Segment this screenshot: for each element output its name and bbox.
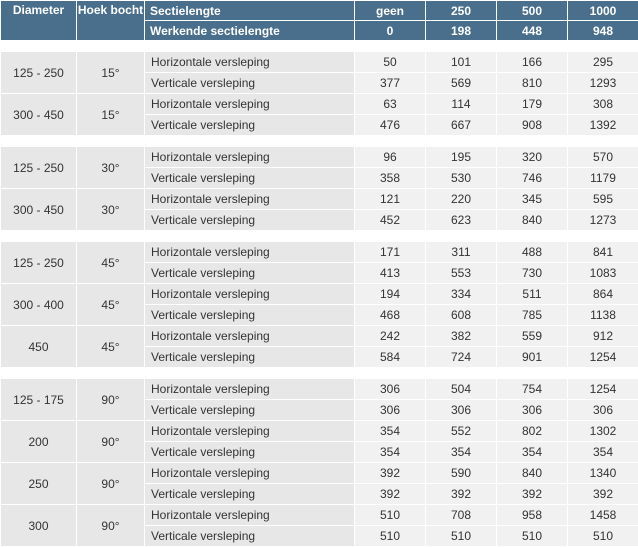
value-cell: 354	[426, 442, 497, 463]
value-cell: 724	[426, 347, 497, 368]
diameter-cell: 300	[1, 505, 77, 547]
table-header	[1, 1, 638, 41]
table-row	[1, 189, 638, 210]
drag-type-cell: Verticale versleping	[145, 115, 355, 136]
header-diameter: Diameter	[1, 1, 77, 41]
value-cell: 171	[355, 242, 426, 263]
value-cell: 553	[426, 263, 497, 284]
value-cell: 504	[426, 379, 497, 400]
value-cell: 864	[568, 284, 638, 305]
value-cell: 510	[497, 526, 568, 547]
value-cell: 1273	[568, 210, 638, 231]
value-cell: 345	[497, 189, 568, 210]
value-cell: 569	[426, 73, 497, 94]
angle-cell: 90°	[77, 505, 145, 547]
header-sectielengte: Sectielengte	[145, 1, 355, 21]
drag-type-cell: Verticale versleping	[145, 168, 355, 189]
value-cell: 311	[426, 242, 497, 263]
value-cell: 392	[497, 484, 568, 505]
value-cell: 101	[426, 52, 497, 73]
drag-type-cell: Verticale versleping	[145, 305, 355, 326]
value-cell: 392	[355, 463, 426, 484]
value-cell: 121	[355, 189, 426, 210]
value-cell: 841	[568, 242, 638, 263]
header-working-1: 198	[426, 21, 497, 41]
value-cell: 194	[355, 284, 426, 305]
value-cell: 511	[497, 284, 568, 305]
value-cell: 570	[568, 147, 638, 168]
angle-cell: 45°	[77, 326, 145, 368]
value-cell: 908	[497, 115, 568, 136]
value-cell: 306	[426, 400, 497, 421]
value-cell: 623	[426, 210, 497, 231]
group-spacer	[1, 41, 638, 52]
value-cell: 392	[568, 484, 638, 505]
table-row	[1, 379, 638, 400]
table-row	[1, 421, 638, 442]
header-length-1: 250	[426, 1, 497, 21]
table-body	[1, 41, 638, 547]
angle-cell: 15°	[77, 94, 145, 136]
drag-type-cell: Verticale versleping	[145, 347, 355, 368]
drag-type-cell: Verticale versleping	[145, 73, 355, 94]
drag-type-cell: Verticale versleping	[145, 484, 355, 505]
value-cell: 354	[355, 442, 426, 463]
drag-type-cell: Verticale versleping	[145, 400, 355, 421]
value-cell: 840	[497, 210, 568, 231]
value-cell: 306	[355, 379, 426, 400]
value-cell: 114	[426, 94, 497, 115]
drag-type-cell: Horizontale versleping	[145, 505, 355, 526]
table-row	[1, 242, 638, 263]
value-cell: 488	[497, 242, 568, 263]
diameter-cell: 300 - 400	[1, 284, 77, 326]
value-cell: 413	[355, 263, 426, 284]
value-cell: 476	[355, 115, 426, 136]
value-cell: 559	[497, 326, 568, 347]
diameter-cell: 250	[1, 463, 77, 505]
diameter-cell: 125 - 250	[1, 147, 77, 189]
angle-cell: 90°	[77, 379, 145, 421]
header-working-3: 948	[568, 21, 638, 41]
value-cell: 220	[426, 189, 497, 210]
table-row	[1, 52, 638, 73]
angle-cell: 90°	[77, 421, 145, 463]
value-cell: 840	[497, 463, 568, 484]
value-cell: 358	[355, 168, 426, 189]
diameter-cell: 450	[1, 326, 77, 368]
angle-cell: 30°	[77, 189, 145, 231]
table-row	[1, 284, 638, 305]
value-cell: 802	[497, 421, 568, 442]
value-cell: 306	[355, 400, 426, 421]
value-cell: 1293	[568, 73, 638, 94]
angle-cell: 45°	[77, 284, 145, 326]
value-cell: 1340	[568, 463, 638, 484]
value-cell: 510	[355, 505, 426, 526]
value-cell: 530	[426, 168, 497, 189]
value-cell: 96	[355, 147, 426, 168]
value-cell: 468	[355, 305, 426, 326]
value-cell: 392	[355, 484, 426, 505]
value-cell: 1179	[568, 168, 638, 189]
value-cell: 552	[426, 421, 497, 442]
group-spacer	[1, 136, 638, 147]
diameter-cell: 125 - 175	[1, 379, 77, 421]
value-cell: 452	[355, 210, 426, 231]
value-cell: 595	[568, 189, 638, 210]
value-cell: 510	[426, 526, 497, 547]
value-cell: 377	[355, 73, 426, 94]
drag-type-cell: Verticale versleping	[145, 210, 355, 231]
value-cell: 510	[568, 526, 638, 547]
value-cell: 354	[497, 442, 568, 463]
drag-type-cell: Horizontale versleping	[145, 94, 355, 115]
value-cell: 912	[568, 326, 638, 347]
drag-type-cell: Horizontale versleping	[145, 242, 355, 263]
value-cell: 1392	[568, 115, 638, 136]
group-spacer	[1, 368, 638, 379]
table-row	[1, 505, 638, 526]
value-cell: 810	[497, 73, 568, 94]
value-cell: 354	[568, 442, 638, 463]
value-cell: 306	[497, 400, 568, 421]
drag-type-cell: Horizontale versleping	[145, 52, 355, 73]
value-cell: 392	[426, 484, 497, 505]
value-cell: 510	[355, 526, 426, 547]
drag-type-cell: Horizontale versleping	[145, 326, 355, 347]
angle-cell: 45°	[77, 242, 145, 284]
table-row	[1, 463, 638, 484]
value-cell: 382	[426, 326, 497, 347]
value-cell: 179	[497, 94, 568, 115]
value-cell: 746	[497, 168, 568, 189]
value-cell: 730	[497, 263, 568, 284]
header-working-0: 0	[355, 21, 426, 41]
value-cell: 320	[497, 147, 568, 168]
angle-cell: 30°	[77, 147, 145, 189]
value-cell: 166	[497, 52, 568, 73]
value-cell: 242	[355, 326, 426, 347]
drag-type-cell: Verticale versleping	[145, 526, 355, 547]
drag-type-cell: Horizontale versleping	[145, 284, 355, 305]
value-cell: 667	[426, 115, 497, 136]
value-cell: 785	[497, 305, 568, 326]
drag-type-cell: Horizontale versleping	[145, 147, 355, 168]
table-row	[1, 147, 638, 168]
value-cell: 1458	[568, 505, 638, 526]
value-cell: 50	[355, 52, 426, 73]
value-cell: 958	[497, 505, 568, 526]
value-cell: 1083	[568, 263, 638, 284]
value-cell: 1254	[568, 347, 638, 368]
header-length-3: 1000	[568, 1, 638, 21]
value-cell: 295	[568, 52, 638, 73]
diameter-cell: 300 - 450	[1, 189, 77, 231]
drag-type-cell: Horizontale versleping	[145, 379, 355, 400]
value-cell: 708	[426, 505, 497, 526]
table-row	[1, 326, 638, 347]
value-cell: 754	[497, 379, 568, 400]
group-spacer	[1, 231, 638, 242]
drag-type-cell: Horizontale versleping	[145, 189, 355, 210]
header-length-0: geen	[355, 1, 426, 21]
value-cell: 584	[355, 347, 426, 368]
header-werkende-sectielengte: Werkende sectielengte	[145, 21, 355, 41]
angle-cell: 90°	[77, 463, 145, 505]
diameter-cell: 125 - 250	[1, 52, 77, 94]
table-row	[1, 94, 638, 115]
angle-cell: 15°	[77, 52, 145, 94]
value-cell: 1138	[568, 305, 638, 326]
value-cell: 1302	[568, 421, 638, 442]
drag-type-cell: Horizontale versleping	[145, 421, 355, 442]
value-cell: 195	[426, 147, 497, 168]
drag-type-cell: Verticale versleping	[145, 263, 355, 284]
header-hoek-bocht: Hoek bocht	[77, 1, 145, 41]
value-cell: 306	[568, 400, 638, 421]
value-cell: 608	[426, 305, 497, 326]
value-cell: 354	[355, 421, 426, 442]
value-cell: 901	[497, 347, 568, 368]
value-cell: 1254	[568, 379, 638, 400]
diameter-cell: 200	[1, 421, 77, 463]
diameter-cell: 300 - 450	[1, 94, 77, 136]
drag-type-cell: Verticale versleping	[145, 442, 355, 463]
value-cell: 63	[355, 94, 426, 115]
drag-type-cell: Horizontale versleping	[145, 463, 355, 484]
diameter-cell: 125 - 250	[1, 242, 77, 284]
value-cell: 334	[426, 284, 497, 305]
value-cell: 308	[568, 94, 638, 115]
value-cell: 590	[426, 463, 497, 484]
header-working-2: 448	[497, 21, 568, 41]
header-length-2: 500	[497, 1, 568, 21]
